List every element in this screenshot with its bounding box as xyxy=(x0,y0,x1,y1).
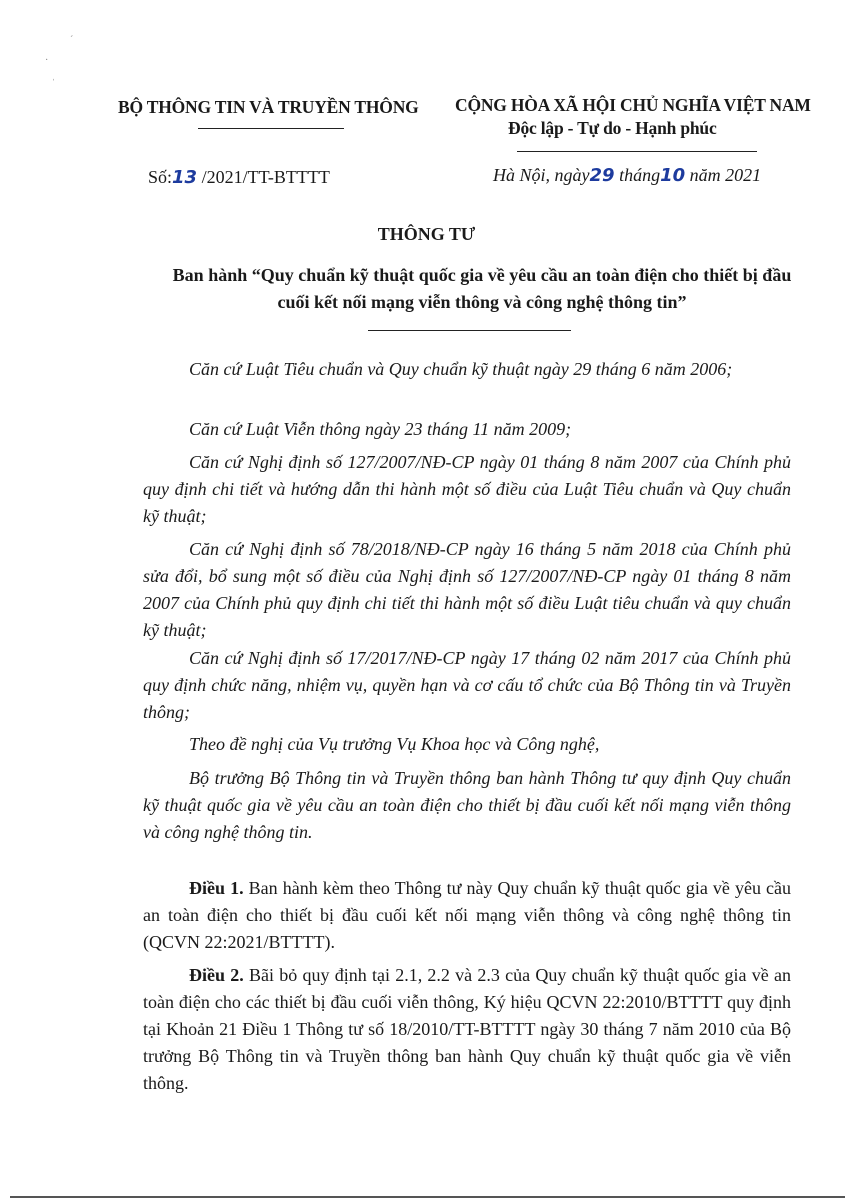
handwritten-month: 10 xyxy=(660,165,686,186)
preamble-3: Căn cứ Nghị định số 127/2007/NĐ-CP ngày 01 tháng 8 năm 2007 của Chính phủ quy định chi tiết và hướng dẫn thi hành một số điều của Luật Tiêu chuẩn và Quy chuẩn kỹ thuật; xyxy=(143,452,791,526)
article-2-label: Điều 2. xyxy=(189,965,244,985)
document-number xyxy=(148,167,330,188)
country-name: CỘNG HÒA XÃ HỘI CHỦ NGHĨA VIỆT NAM xyxy=(455,95,811,115)
date-place: Hà Nội, ngày xyxy=(493,165,590,185)
article-1 xyxy=(143,875,791,956)
agency-underline xyxy=(198,128,344,129)
date-month-label: tháng xyxy=(619,165,661,185)
preamble-1: Căn cứ Luật Tiêu chuẩn và Quy chuẩn kỹ thuật ngày 29 tháng 6 năm 2006; xyxy=(189,359,733,379)
preamble-5: Căn cứ Nghị định số 17/2017/NĐ-CP ngày 17 tháng 02 năm 2017 của Chính phủ quy định chức năng, nhiệm vụ, quyền hạn và cơ cấu tổ chức của Bộ Thông tin và Truyền thông; xyxy=(143,648,791,722)
scan-artifact: · xyxy=(45,55,49,66)
article-1-label: Điều 1. xyxy=(189,878,244,898)
scan-artifact: ˌ xyxy=(52,70,56,81)
preamble-2: Căn cứ Luật Viễn thông ngày 23 tháng 11 năm 2009; xyxy=(189,419,572,439)
preamble-4: Căn cứ Nghị định số 78/2018/NĐ-CP ngày 16 tháng 5 năm 2018 của Chính phủ sửa đổi, bổ sung một số điều của Nghị định số 127/2007/NĐ-CP ngày 01 tháng 8 năm 2007 của Chính phủ quy định chi tiết thi hành một số điều Luật tiêu chuẩn và quy chuẩn kỹ thuật; xyxy=(143,539,791,640)
preamble-6: Theo đề nghị của Vụ trưởng Vụ Khoa học và Công nghệ, xyxy=(189,734,600,754)
document-subtitle: Ban hành “Quy chuẩn kỹ thuật quốc gia về yêu cầu an toàn điện cho thiết bị đầu cuối kết nối mạng viễn thông và công nghệ thông tin” xyxy=(172,265,792,312)
number-suffix: /2021/TT-BTTTT xyxy=(201,167,330,187)
date-year: năm 2021 xyxy=(689,165,762,185)
subtitle-underline xyxy=(368,330,571,331)
document-title: THÔNG TƯ xyxy=(377,224,476,244)
article-2 xyxy=(143,962,791,1097)
date-line xyxy=(493,165,761,186)
page-bottom-edge xyxy=(10,1196,845,1198)
handwritten-number: 13 xyxy=(172,167,198,188)
scan-artifact: ´ xyxy=(70,35,74,46)
motto-underline xyxy=(517,151,757,152)
handwritten-day: 29 xyxy=(589,165,615,186)
preamble-7: Bộ trưởng Bộ Thông tin và Truyền thông ban hành Thông tư quy định Quy chuẩn kỹ thuật quốc gia về yêu cầu an toàn điện cho thiết bị đầu cuối kết nối mạng viễn thông và công nghệ thông tin. xyxy=(143,768,791,842)
number-prefix: Số: xyxy=(148,167,173,187)
article-2-text: Bãi bỏ quy định tại 2.1, 2.2 và 2.3 của Quy chuẩn kỹ thuật quốc gia về an toàn điện cho các thiết bị đầu cuối viễn thông, Ký hiệu QCVN 22:2010/BTTTT quy định tại Khoản 21 Điều 1 Thông tư số 18/2010/TT-BTTTT ngày 30 tháng 7 năm 2010 của Bộ trưởng Bộ Thông tin và Truyền thông ban hành Quy chuẩn kỹ thuật quốc gia về viễn thông. xyxy=(143,965,791,1093)
article-1-text: Ban hành kèm theo Thông tư này Quy chuẩn kỹ thuật quốc gia về yêu cầu an toàn điện cho thiết bị đầu cuối kết nối mạng viễn thông và công nghệ thông tin (QCVN 22:2021/BTTTT). xyxy=(143,878,791,952)
national-motto: Độc lập - Tự do - Hạnh phúc xyxy=(508,118,717,138)
issuing-agency: BỘ THÔNG TIN VÀ TRUYỀN THÔNG xyxy=(118,97,419,117)
